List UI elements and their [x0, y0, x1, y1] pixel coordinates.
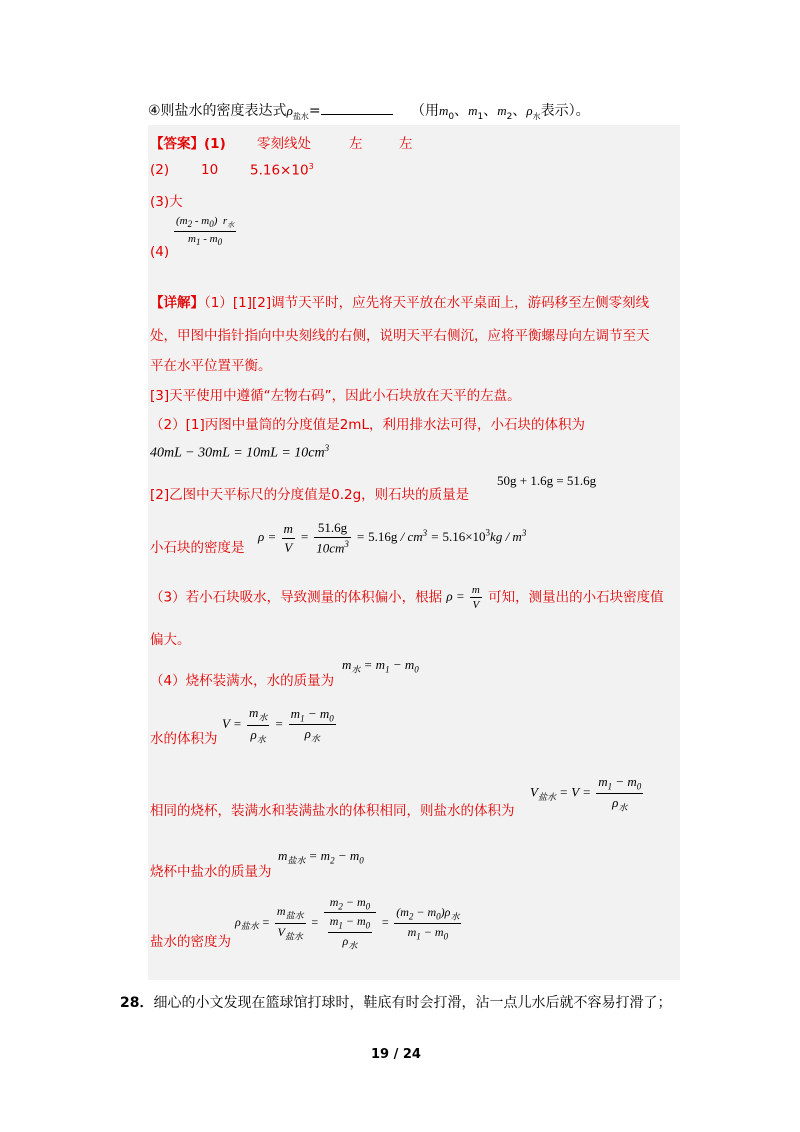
detail-line-1: 【详解】（1）[1][2]调节天平时，应先将天平放在水平桌面上，游码移至左侧零刻线 — [150, 295, 650, 311]
answer-2-a: 10 — [201, 162, 219, 178]
answer-1-c: 左 — [399, 136, 413, 152]
equation-mass: 50g + 1.6g = 51.6g — [497, 473, 597, 488]
answer-1-b: 左 — [349, 136, 363, 152]
detail-line-9: 偏大。 — [150, 632, 191, 648]
answer-4-fraction: $\frac{(m_2 - m_0) r_水}{m_1 - m_0}$ — [176, 215, 235, 248]
page-number: 19 / 24 — [371, 1047, 421, 1062]
equation-salt-mass: $m_{盐水} = m_2 - m_0$ — [278, 848, 364, 866]
equation-salt-volume: $V_{盐水} = V$ = $\frac{m_1 - m_0}{\rho_水}$ — [530, 774, 642, 813]
answer-1-a: 零刻线处 — [257, 136, 311, 152]
detail-line-8: （3）若小石块吸水，导致测量的体积偏小，根据 ρ = $\frac{m}{V}$ 可知，测量出的小石块密度值 — [150, 584, 664, 611]
detail-line-11: 水的体积为 — [150, 731, 218, 747]
question-4-line: ④则盐水的密度表达式$\rho_{盐水}=$ （用$m_0$、$m_1$、$m_2$、$\rho_水$表示）。 — [148, 103, 590, 122]
equation-water-mass: $m_水 = m_1 - m_0$ — [342, 657, 419, 675]
detail-line-5: （2）[1]丙图中量筒的分度值是2mL，利用排水法可得，小石块的体积为 — [150, 417, 585, 433]
equation-water-volume: V = $\frac{m_水}{\rho_水}$ = $\frac{m_1 - m_0}{\rho_水}$ — [222, 705, 334, 745]
detail-line-13: 烧杯中盐水的质量为 — [150, 864, 272, 880]
equation-volume: $40mL - 30mL = 10mL = 10cm^3$ — [150, 443, 330, 461]
answer-line-1: 【答案】(1) — [150, 136, 226, 152]
detail-line-7: 小石块的密度是 — [150, 540, 245, 556]
detail-line-3: 平在水平位置平衡。 — [150, 358, 272, 374]
question-28: 28．细心的小文发现在篮球馆打球时，鞋底有时会打滑，沾一点儿水后就不容易打滑了； — [120, 995, 672, 1011]
answer-4-num: (4) — [150, 244, 170, 260]
detail-line-10: （4）烧杯装满水，水的质量为 — [150, 673, 335, 689]
detail-line-2: 处，甲图中指针指向中央刻线的右侧，说明天平右侧沉，应将平衡螺母向左调节至天 — [150, 328, 650, 344]
answer-3: (3)大 — [150, 194, 183, 210]
detail-line-6: [2]乙图中天平标尺的分度值是0.2g，则石块的质量是 — [150, 487, 470, 503]
detail-line-4: [3]天平使用中遵循“左物右码”，因此小石块放在天平的左盘。 — [150, 388, 521, 404]
answer-2-b: $5.16\times 10^3$ — [250, 162, 314, 179]
answer-2-num: (2) — [150, 162, 170, 178]
answer-blank — [321, 102, 393, 115]
equation-salt-density: $\rho_{盐水}$ = $\frac{m_{盐水}}{V_{盐水}}$ = $\frac{m_2 - m_0}{\frac{m_1 - m_0}{\rho_水}}$ = $\frac{(m_2 - m_0)\rho_水}{m_1 - m_0}$ — [235, 895, 460, 951]
equation-density: ρ = $\frac{m}{V}$ = $\frac{51.6g}{10cm^3}$ = $5.16g / cm^3 = 5.16\times 10^3kg / m^3$ — [258, 520, 527, 556]
detail-line-12: 相同的烧杯，装满水和装满盐水的体积相同，则盐水的体积为 — [150, 803, 515, 819]
detail-line-14: 盐水的密度为 — [150, 934, 231, 950]
answer-label: 【答案】 — [150, 136, 204, 152]
